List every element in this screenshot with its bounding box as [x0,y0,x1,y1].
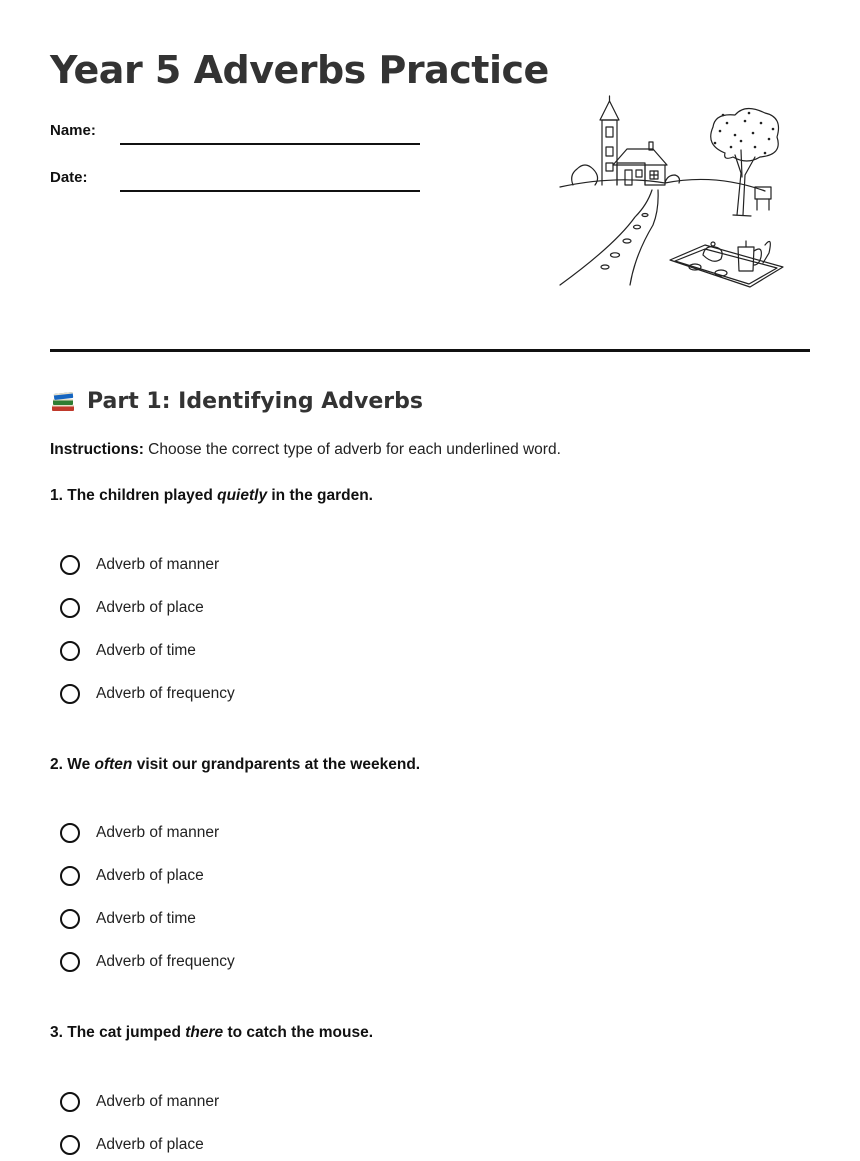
question-3 [50,1024,373,1042]
question-1 [50,487,373,505]
part1-title: Part 1: Identifying Adverbs [87,388,423,414]
question-text: in the garden. [267,487,373,504]
option-label: Adverb of place [96,867,204,884]
option-label: Adverb of manner [96,1093,220,1110]
q2-option-frequency[interactable] [60,949,235,975]
q1-option-frequency[interactable] [60,681,235,707]
question-adverb: often [94,756,133,773]
question-adverb: there [185,1024,224,1041]
question-text: 1. The children played [50,487,218,504]
option-label: Adverb of manner [96,824,220,841]
option-label: Adverb of time [96,642,196,659]
radio-button[interactable] [60,866,80,886]
q1-option-time[interactable] [60,638,196,664]
q3-option-manner[interactable] [60,1089,219,1115]
question-2 [50,756,420,774]
books-icon [50,388,76,414]
name-label: Name: [50,122,96,139]
question-text: 3. The cat jumped [50,1024,186,1041]
name-field[interactable] [120,143,420,145]
radio-button[interactable] [60,555,80,575]
radio-button[interactable] [60,1135,80,1155]
q2-option-place[interactable] [60,863,204,889]
q1-option-manner[interactable] [60,552,219,578]
option-label: Adverb of frequency [96,685,235,702]
option-label: Adverb of frequency [96,953,235,970]
part1-heading [50,388,423,414]
q2-option-time[interactable] [60,906,196,932]
section-divider [50,349,810,352]
radio-button[interactable] [60,823,80,843]
radio-button[interactable] [60,1092,80,1112]
option-label: Adverb of place [96,1136,204,1153]
instructions-label: Instructions: [50,441,144,458]
instructions [50,441,561,459]
radio-button[interactable] [60,952,80,972]
q2-option-manner[interactable] [60,820,219,846]
question-adverb: quietly [217,487,268,504]
radio-button[interactable] [60,598,80,618]
option-label: Adverb of place [96,599,204,616]
radio-button[interactable] [60,684,80,704]
option-label: Adverb of time [96,910,196,927]
radio-button[interactable] [60,641,80,661]
page-title: Year 5 Adverbs Practice [50,48,549,92]
q1-option-place[interactable] [60,595,204,621]
date-label: Date: [50,169,88,186]
question-text: visit our grandparents at the weekend. [132,756,421,773]
radio-button[interactable] [60,909,80,929]
village-picnic-illustration [555,95,790,295]
instructions-text: Choose the correct type of adverb for each underlined word. [143,441,561,458]
question-text: to catch the mouse. [223,1024,374,1041]
question-text: 2. We [50,756,95,773]
q3-option-place[interactable] [60,1132,204,1158]
option-label: Adverb of manner [96,556,220,573]
date-field[interactable] [120,190,420,192]
